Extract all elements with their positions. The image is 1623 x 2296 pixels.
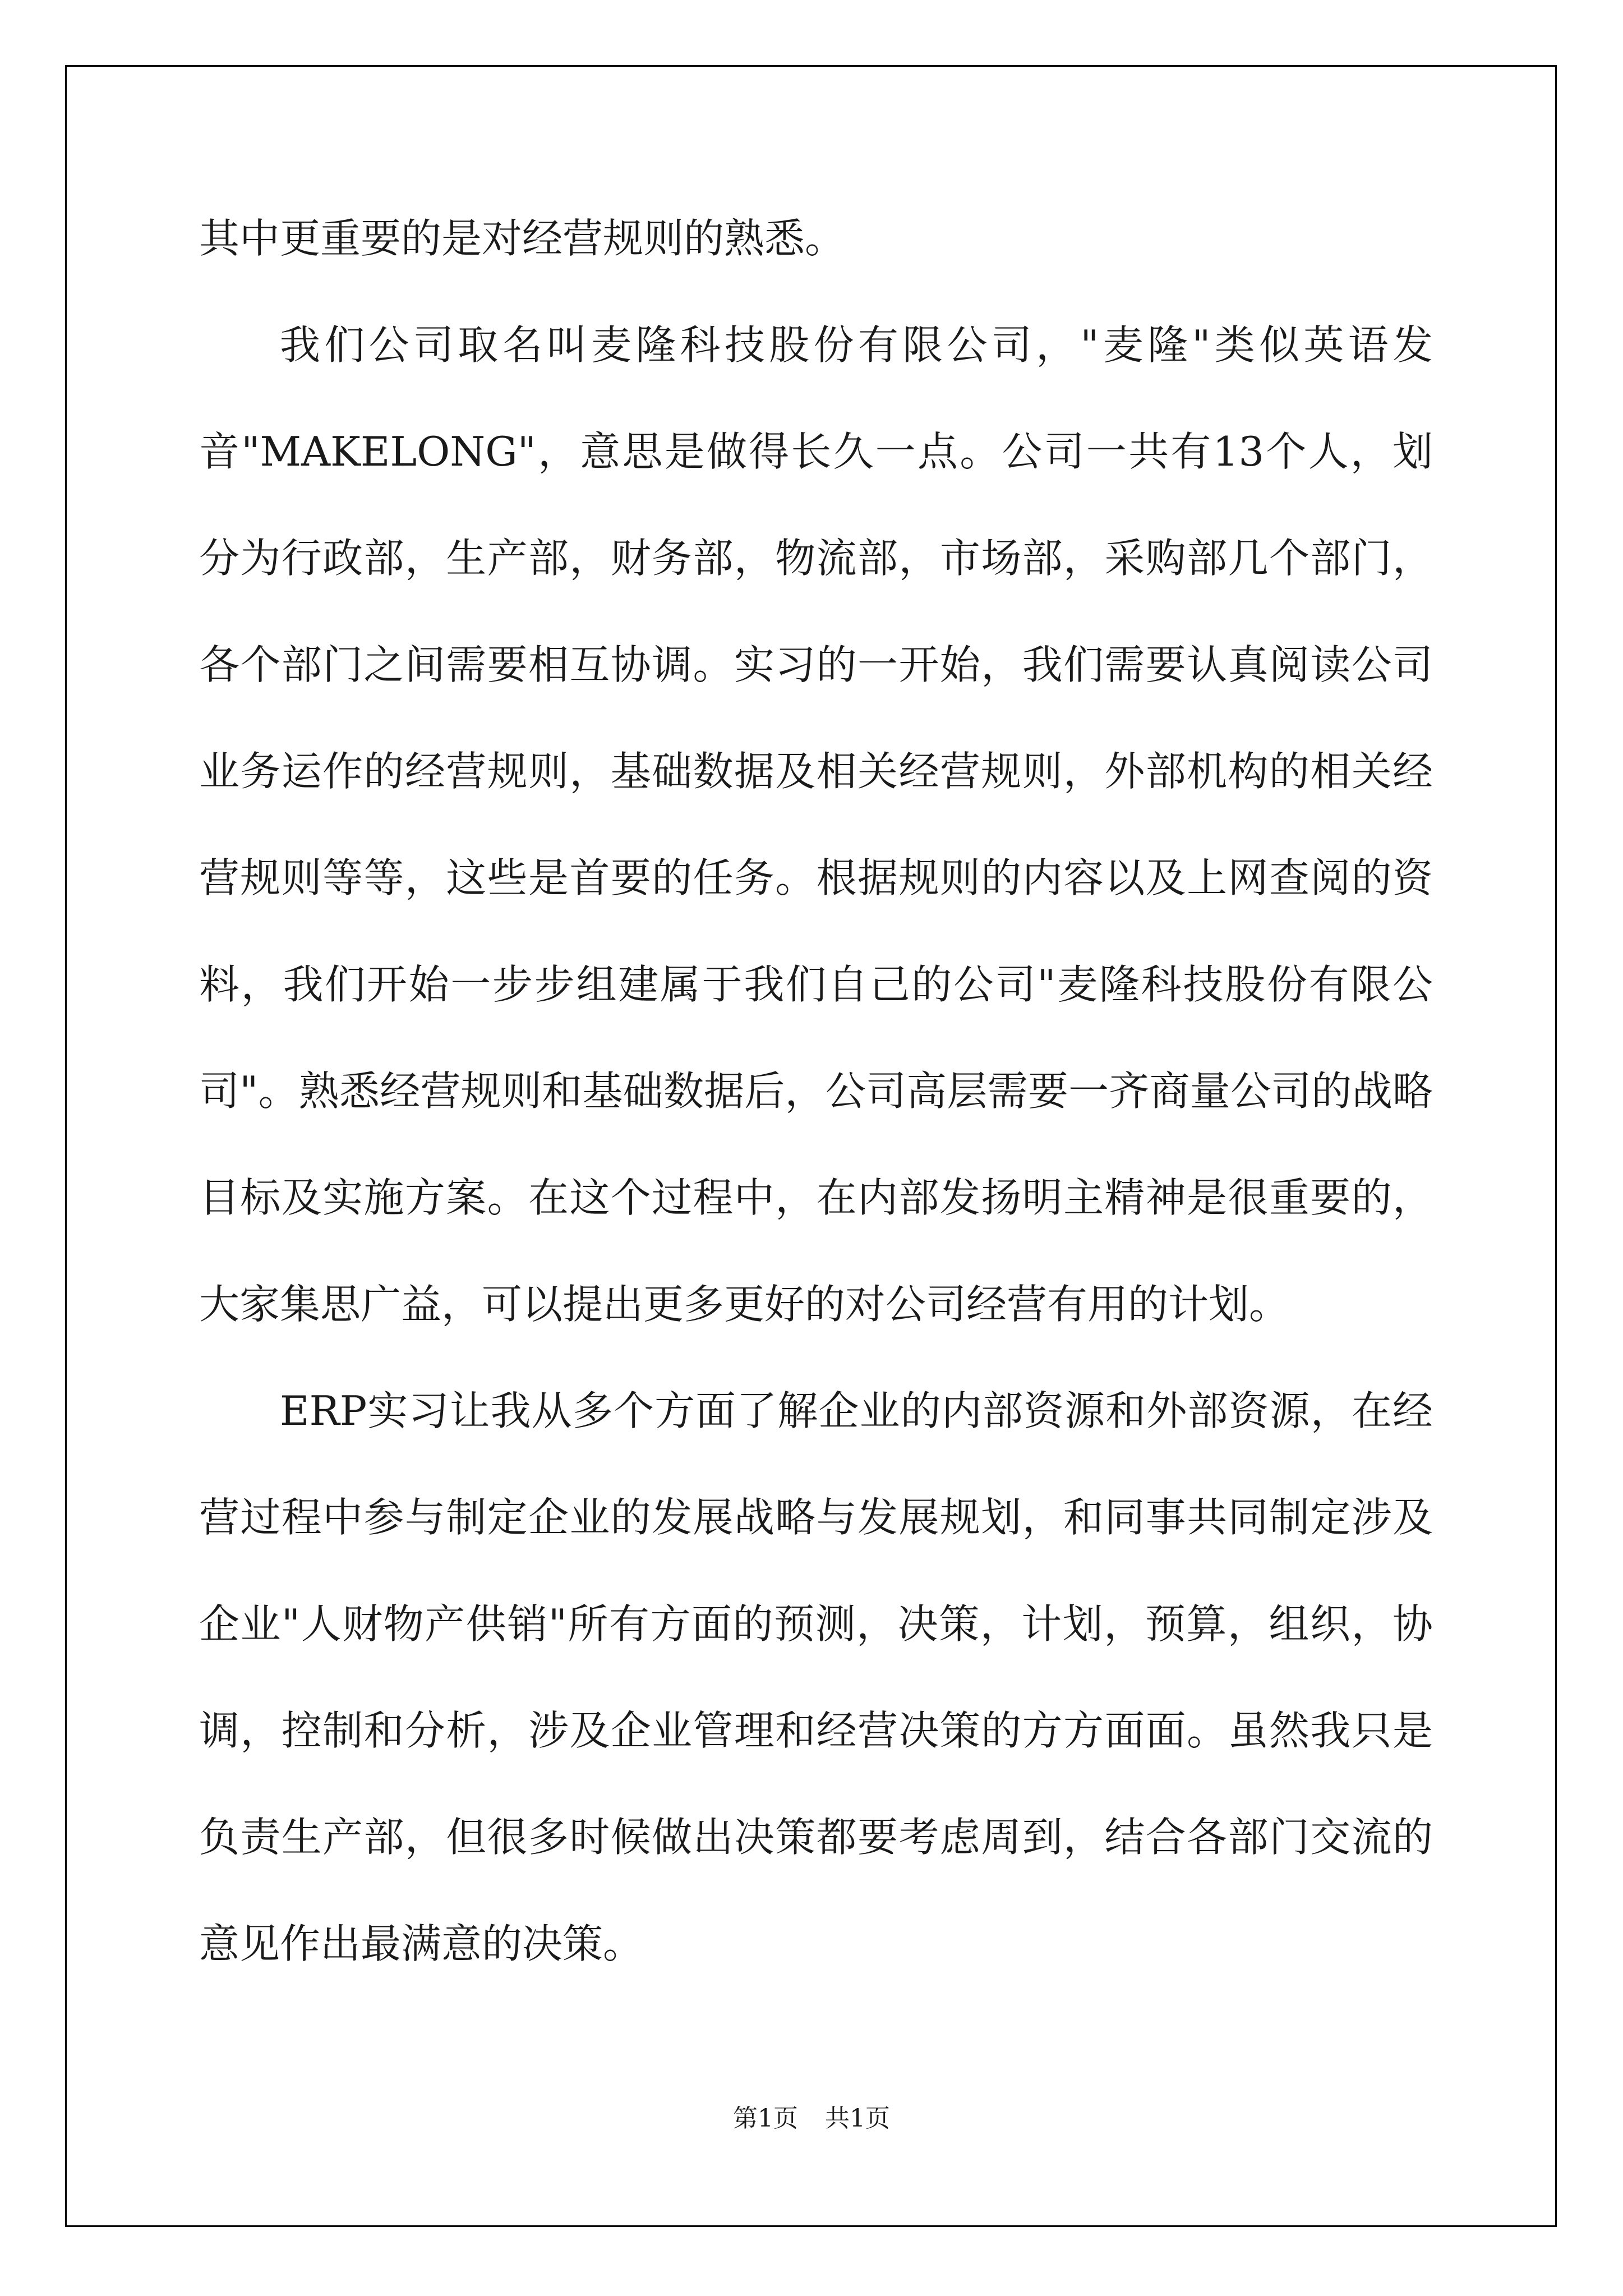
paragraph-2: 我们公司取名叫麦隆科技股份有限公司，"麦隆"类似英语发音"MAKELONG"，意思是做得长久一点。公司一共有13个人，划分为行政部，生产部，财务部，物流部，市场部，采购部几个部门，各个部门之间需要相互协调。实习的一开始，我们需要认真阅读公司业务运作的经营规则，基础数据及相关经营规则，外部机构的相关经营规则等等，这些是首要的任务。根据规则的内容以及上网查阅的资料，我们开始一步步组建属于我们自己的公司"麦隆科技股份有限公司"。熟悉经营规则和基础数据后，公司高层需要一齐商量公司的战略目标及实施方案。在这个过程中，在内部发扬明主精神是很重要的，大家集思广益，可以提出更多更好的对公司经营有用的计划。 — [199, 321, 1433, 1328]
paragraph-1: 其中更重要的是对经营规则的熟悉。 — [199, 215, 846, 262]
page-total: 共1页 — [825, 2104, 890, 2133]
page-number: 第1页 — [733, 2104, 798, 2133]
page-footer — [0, 2098, 1623, 2134]
document-body — [199, 185, 1433, 1997]
paragraph-3: ERP实习让我从多个方面了解企业的内部资源和外部资源，在经营过程中参与制定企业的发展战略与发展规划，和同事共同制定涉及企业"人财物产供销"所有方面的预测，决策，计划，预算，组织，协调，控制和分析，涉及企业管理和经营决策的方方面面。虽然我只是负责生产部，但很多时候做出决策都要考虑周到，结合各部门交流的意见作出最满意的决策。 — [199, 1387, 1433, 1967]
